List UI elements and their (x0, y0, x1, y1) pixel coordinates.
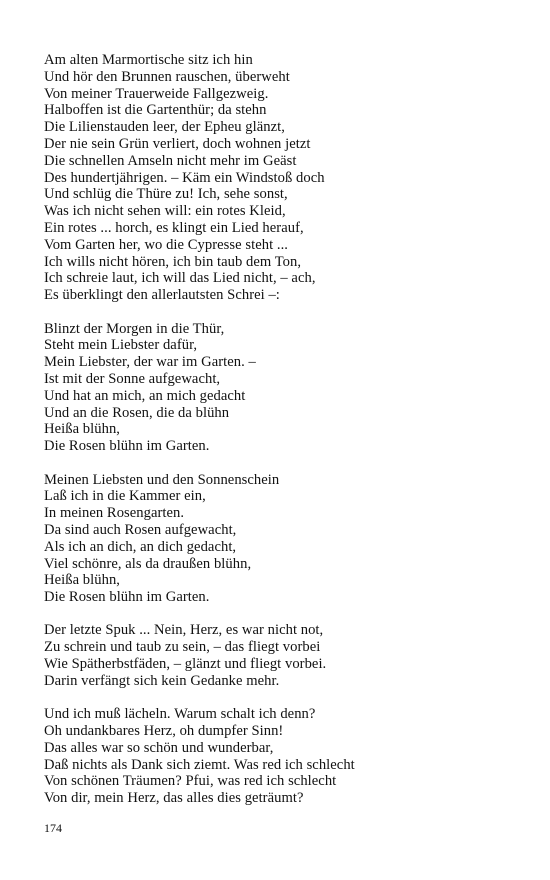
poem-line: Blinzt der Morgen in die Thür, (44, 320, 225, 337)
poem-line: Da sind auch Rosen aufgewacht, (44, 521, 237, 538)
poem-line: Meinen Liebsten und den Sonnenschein (44, 471, 280, 488)
poem-line: Vom Garten her, wo die Cypresse steht ... (44, 236, 288, 253)
poem-line: Was ich nicht sehen will: ein rotes Kleid, (44, 203, 286, 220)
poem-line: Darin verfängt sich kein Gedanke mehr. (44, 672, 280, 689)
poem-line: Die Rosen blühn im Garten. (44, 438, 210, 455)
poem-line: Der nie sein Grün verliert, doch wohnen jetzt (44, 135, 311, 152)
poem-line: Ist mit der Sonne aufgewacht, (44, 370, 221, 387)
poem-line: Und hör den Brunnen rauschen, überweht (44, 68, 290, 85)
poem-line: Ich schreie laut, ich will das Lied nicht, – ach, (44, 270, 316, 287)
poem-line: Steht mein Liebster dafür, (44, 337, 198, 354)
poem-line: Und hat an mich, an mich gedacht (44, 387, 246, 404)
poem-line: Am alten Marmortische sitz ich hin (44, 52, 253, 68)
poem-line: In meinen Rosengarten. (44, 505, 185, 522)
poem-line: Der letzte Spuk ... Nein, Herz, es war nicht not, (44, 622, 324, 639)
poem-line: Es überklingt den allerlautsten Schrei –: (44, 287, 280, 304)
stanza (44, 622, 355, 689)
poem-line: Viel schönre, als da draußen blühn, (44, 555, 252, 572)
poem-line: Wie Spätherbstfäden, – glänzt und fliegt vorbei. (44, 656, 327, 673)
poem-line: Ich wills nicht hören, ich bin taub dem Ton, (44, 253, 302, 270)
poem-line: Die Rosen blühn im Garten. (44, 589, 210, 606)
poem-line: Halboffen ist die Gartenthür; da stehn (44, 102, 267, 119)
poem-line: Daß nichts als Dank sich ziemt. Was red ich schlecht (44, 756, 355, 773)
stanza (44, 706, 355, 807)
poem-line: Als ich an dich, an dich gedacht, (44, 538, 237, 555)
poem-line: Heißa blühn, (44, 421, 120, 438)
poem-line: Das alles war so schön und wunderbar, (44, 739, 274, 756)
poem-line: Die schnellen Amseln nicht mehr im Geäst (44, 152, 297, 169)
poem-line: Und an die Rosen, die da blühn (44, 404, 230, 421)
stanza (44, 321, 355, 455)
poem-line: Des hundertjährigen. – Käm ein Windstoß doch (44, 169, 325, 186)
poem-line: Von dir, mein Herz, das alles dies geträumt? (44, 790, 304, 807)
poem-line: Und schlüg die Thüre zu! Ich, sehe sonst, (44, 186, 288, 203)
poem-line: Laß ich in die Kammer ein, (44, 488, 206, 505)
stanza (44, 52, 355, 304)
stanza (44, 472, 355, 606)
poem-line: Ein rotes ... horch, es klingt ein Lied herauf, (44, 219, 304, 236)
poem (44, 52, 355, 824)
poem-line: Von meiner Trauerweide Fallgezweig. (44, 85, 269, 102)
page-number: 174 (44, 821, 62, 835)
poem-line: Mein Liebster, der war im Garten. – (44, 354, 256, 371)
poem-line: Oh undankbares Herz, oh dumpfer Sinn! (44, 723, 284, 740)
poem-line: Zu schrein und taub zu sein, – das fliegt vorbei (44, 639, 321, 656)
poem-line: Von schönen Träumen? Pfui, was red ich schlecht (44, 773, 337, 790)
poem-line: Und ich muß lächeln. Warum schalt ich denn? (44, 706, 316, 723)
poem-line: Heißa blühn, (44, 572, 120, 589)
poem-line: Die Lilienstauden leer, der Epheu glänzt, (44, 119, 285, 136)
